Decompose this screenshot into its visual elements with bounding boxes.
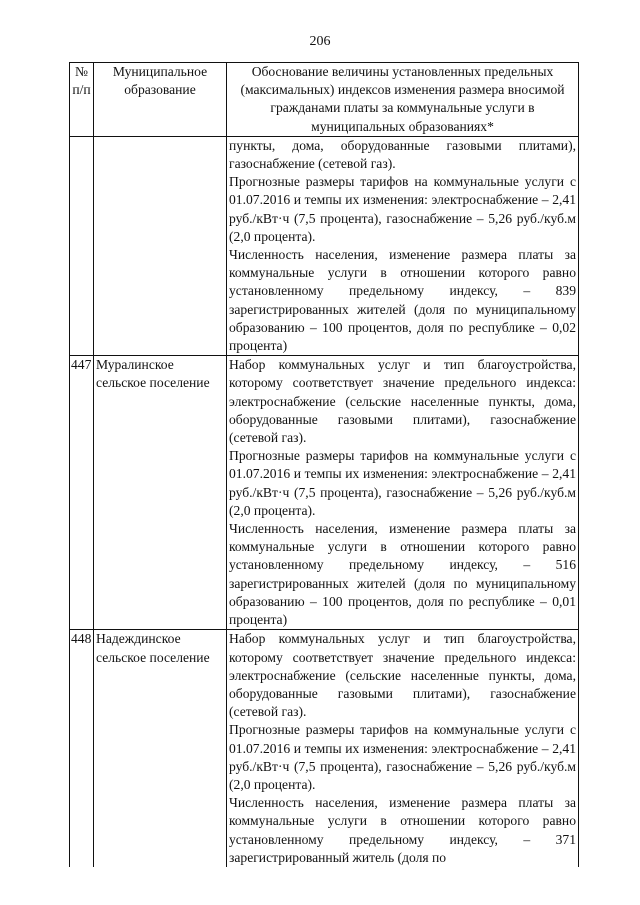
row-number: 448 — [70, 630, 94, 867]
justification-paragraph: Численность населения, изменение размера платы за коммунальные услуги в отношении которого равно установленному предельному индексу, – 371 зарегистрированный житель (доля по — [229, 795, 576, 865]
row-justification — [227, 136, 579, 355]
header-municipality: Муниципальное образование — [94, 63, 227, 137]
row-justification — [227, 630, 579, 867]
row-number: 447 — [70, 356, 94, 630]
justification-paragraph: Численность населения, изменение размера платы за коммунальные услуги в отношении которого равно установленному предельному индексу, – 516 зарегистрированных жителей (доля по муниципальному образованию – 100 процентов, доля по республике – 0,01 процента) — [229, 521, 576, 628]
row-municipality: Надеждинское сельское поселение — [94, 630, 227, 867]
page-number: 206 — [309, 34, 331, 49]
table-row — [70, 136, 579, 355]
table-row — [70, 630, 579, 867]
justification-paragraph: пункты, дома, оборудованные газовыми плитами), газоснабжение (сетевой газ). — [229, 137, 576, 172]
justification-paragraph: Численность населения, изменение размера платы за коммунальные услуги в отношении которого равно установленному предельному индексу, – 839 зарегистрированных жителей (доля по муниципальному образованию – 100 процентов, доля по республике – 0,02 процента) — [229, 247, 576, 354]
justification-paragraph: Прогнозные размеры тарифов на коммунальные услуги с 01.07.2016 и темпы их изменения: электроснабжение – 2,41 руб./кВт·ч (7,5 процента), газоснабжение – 5,26 руб./куб.м (2,0 процента). — [229, 722, 576, 792]
row-justification — [227, 356, 579, 630]
table-row — [70, 356, 579, 630]
header-number: № п/п — [70, 63, 94, 137]
tariff-justification-table — [69, 62, 579, 867]
justification-paragraph: Прогнозные размеры тарифов на коммунальные услуги с 01.07.2016 и темпы их изменения: электроснабжение – 2,41 руб./кВт·ч (7,5 процента), газоснабжение – 5,26 руб./куб.м (2,0 процента). — [229, 448, 576, 518]
table-header-row — [70, 63, 579, 137]
justification-paragraph: Прогнозные размеры тарифов на коммунальные услуги с 01.07.2016 и темпы их изменения: электроснабжение – 2,41 руб./кВт·ч (7,5 процента), газоснабжение – 5,26 руб./куб.м (2,0 процента). — [229, 174, 576, 244]
row-number — [70, 136, 94, 355]
row-municipality: Муралинское сельское поселение — [94, 356, 227, 630]
justification-paragraph: Набор коммунальных услуг и тип благоустройства, которому соответствует значение предельного индекса: электроснабжение (сельские населенные пункты, дома, оборудованные газовыми плитами), газоснабжение (сетевой газ). — [229, 357, 576, 446]
justification-paragraph: Набор коммунальных услуг и тип благоустройства, которому соответствует значение предельного индекса: электроснабжение (сельские населенные пункты, дома, оборудованные газовыми плитами), газоснабжение (сетевой газ). — [229, 631, 576, 720]
row-municipality — [94, 136, 227, 355]
header-justification: Обоснование величины установленных предельных (максимальных) индексов изменения размера вносимой гражданами платы за коммунальные услуги в муниципальных образованиях* — [227, 63, 579, 137]
